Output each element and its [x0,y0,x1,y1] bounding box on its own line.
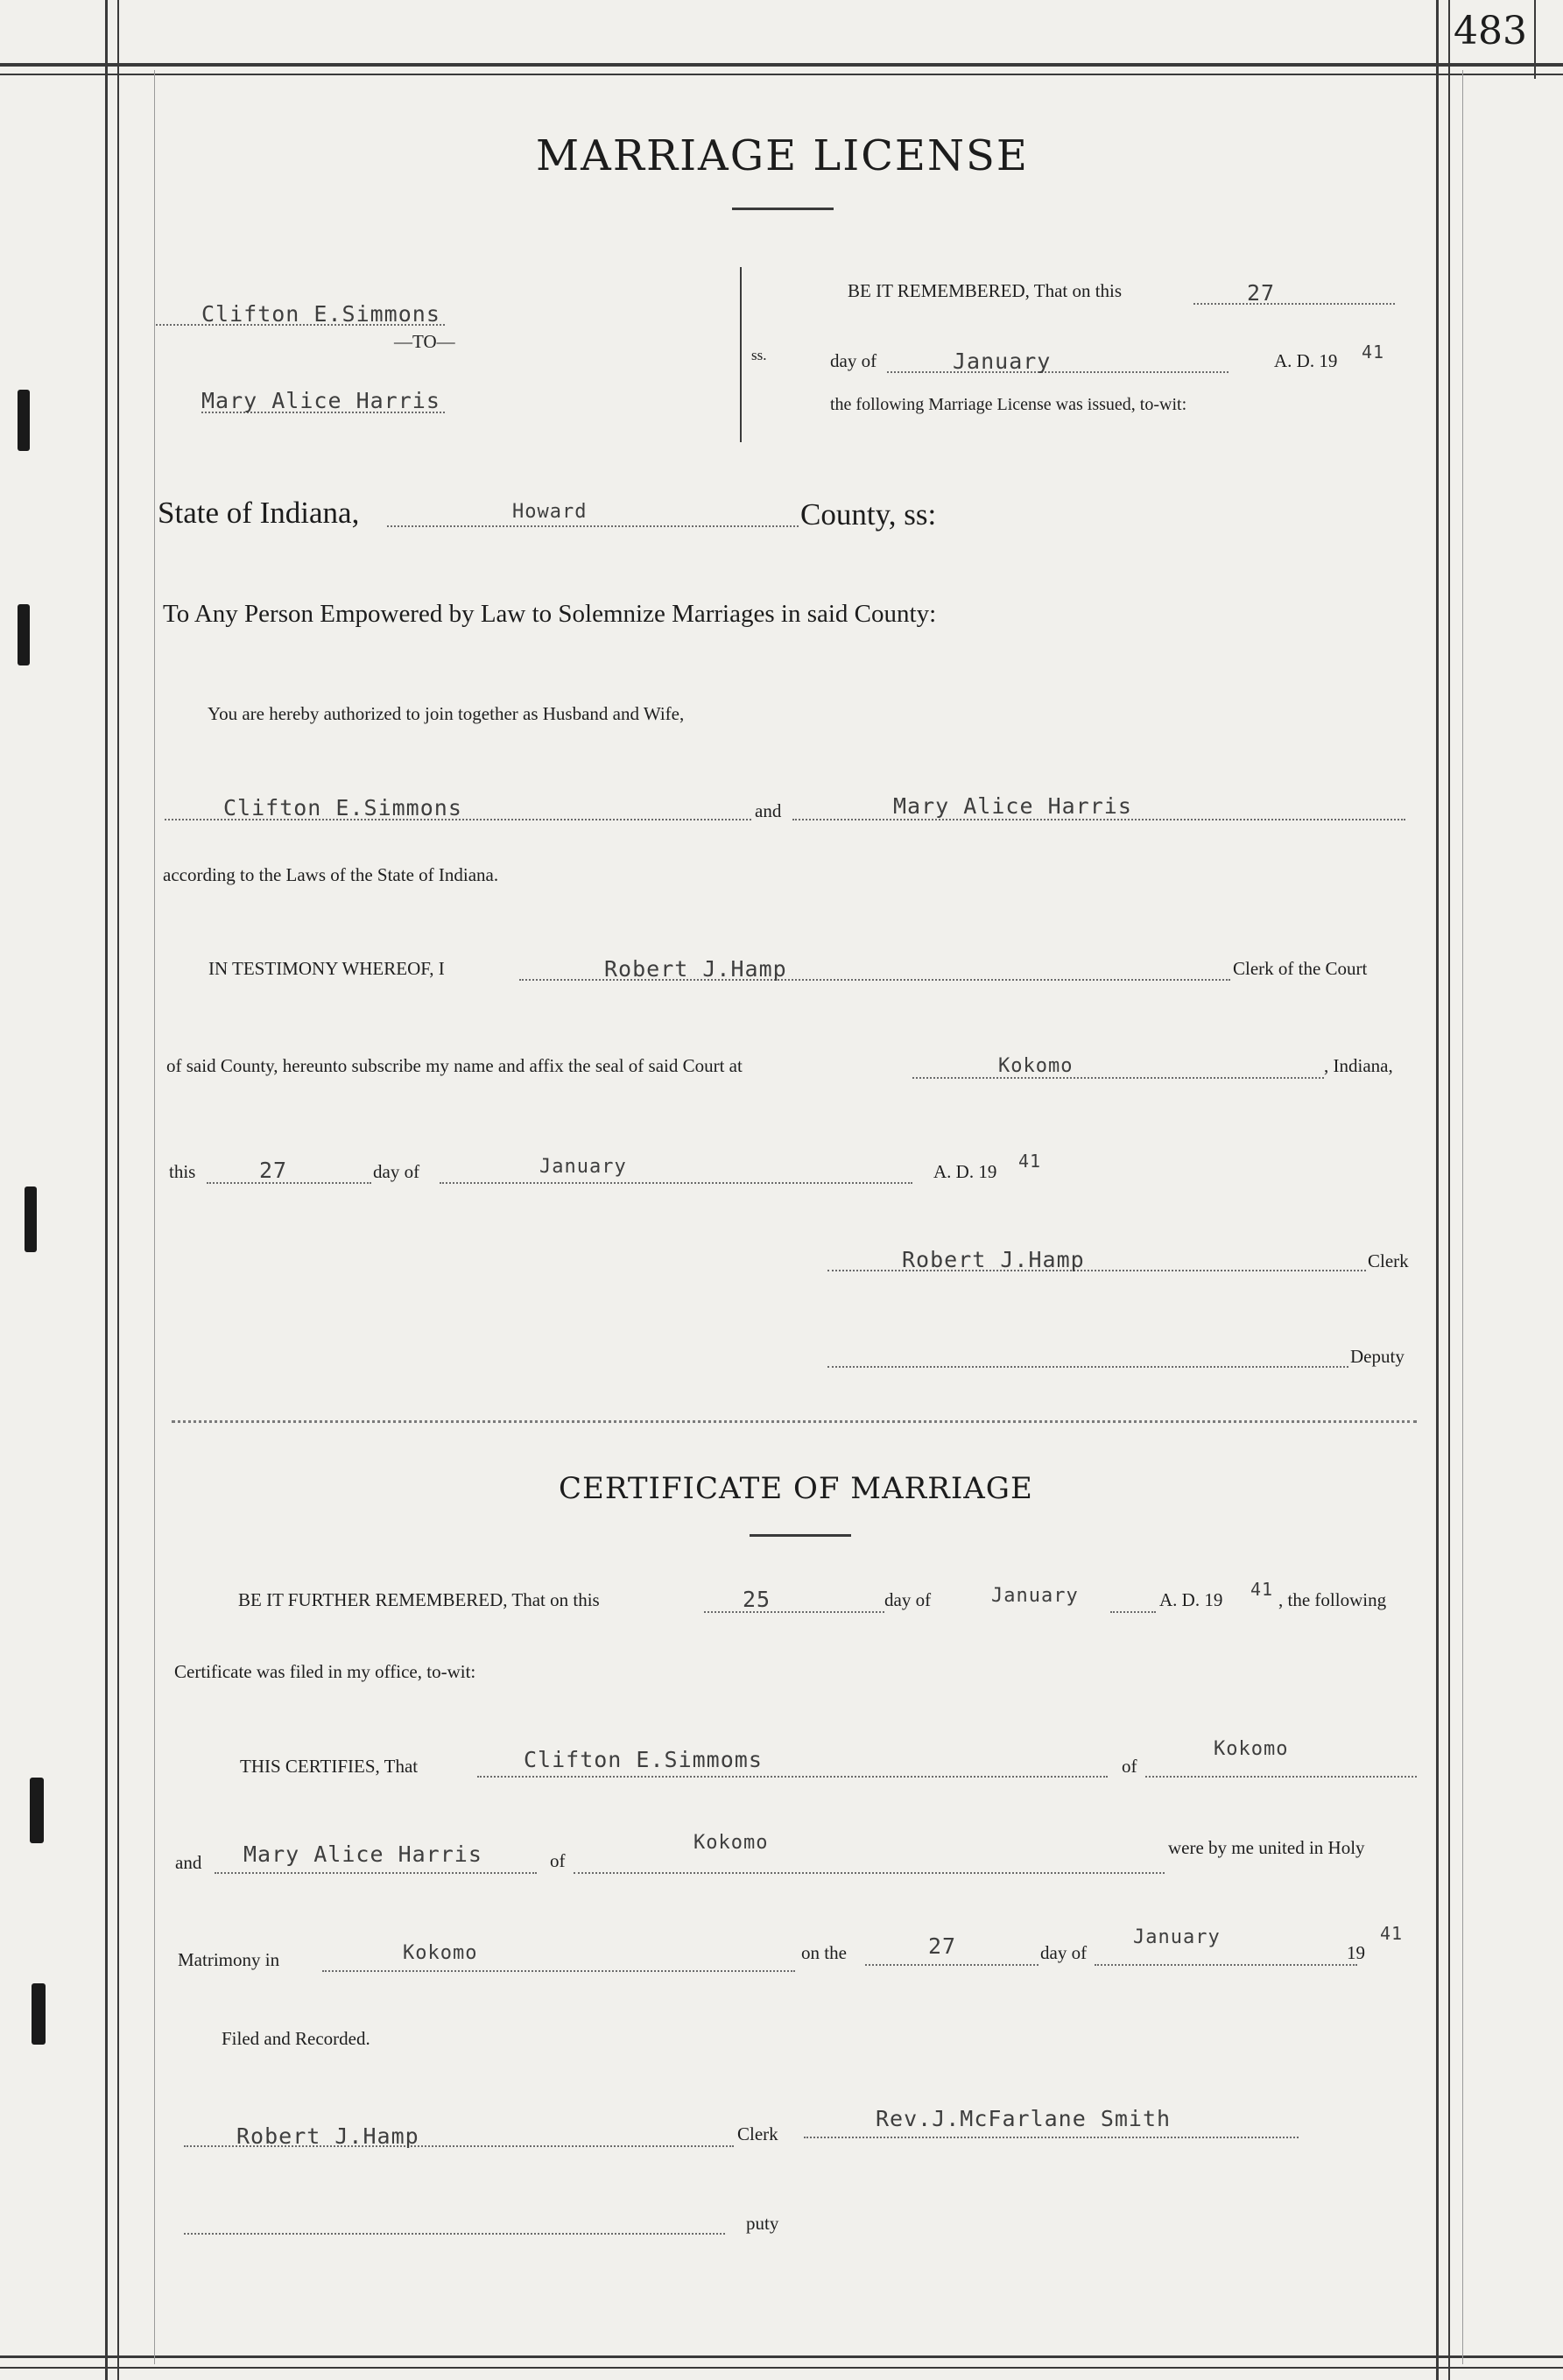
cert-ad: A. D. 19 [1159,1589,1223,1610]
binding-mark [30,1778,44,1843]
binding-mark [32,1983,46,2045]
license-to: —TO— [394,331,455,352]
cert-bride-city: Kokomo [693,1832,769,1854]
cert-and-label: and [175,1852,202,1873]
license-year-2: 41 [1018,1151,1042,1172]
top-border-line-2 [0,74,1563,75]
title-underline [732,208,834,210]
this-certifies: THIS CERTIFIES, That [240,1756,419,1777]
officiant-signature: Rev.J.McFarlane Smith [876,2106,1172,2131]
cert-place: Kokomo [403,1942,478,1964]
cert-deputy-label: puty [746,2213,779,2234]
license-month: January [953,349,1052,374]
cert-m-day-of: day of [1040,1942,1088,1963]
bottom-border-line [0,2355,1563,2358]
page-number: 483 [1454,9,1527,53]
license-husband: Clifton E.Simmons [223,795,462,820]
right-margin-line [1436,0,1439,2380]
cert-month: January [991,1585,1079,1607]
license-city: Kokomo [998,1055,1074,1077]
cert-filed-text: Certificate was filed in my office, to-wit: [174,1661,476,1682]
deputy-label: Deputy [1350,1346,1405,1367]
cert-of-label: of [1122,1756,1137,1777]
clerk-name: Robert J.Hamp [604,956,787,982]
license-groom: Clifton E.Simmons [201,301,440,327]
bracket-line [740,267,742,442]
license-year: 41 [1362,342,1385,363]
united-text: were by me united in Holy [1168,1837,1365,1858]
cert-m-day: 27 [928,1933,957,1959]
further-remembered: BE IT FURTHER REMEMBERED, That on this [238,1589,600,1610]
top-border-line [0,63,1563,67]
cert-m-year: 41 [1380,1923,1404,1944]
state-label: State of Indiana, [158,496,360,530]
this-label: this [169,1161,196,1182]
cert-bride: Mary Alice Harris [243,1841,482,1867]
cert-m-month: January [1133,1926,1221,1948]
certificate-title: CERTIFICATE OF MARRIAGE [559,1471,1033,1506]
to-any-person: To Any Person Empowered by Law to Solemnize Marriages in said County: [163,600,937,628]
right-margin-line-3 [1462,70,1463,2364]
left-margin-line [105,0,108,2380]
ss-label: ss. [751,347,767,363]
filed-recorded: Filed and Recorded. [222,2028,370,2049]
right-margin-line-2 [1448,0,1450,2380]
binding-mark [18,390,30,451]
indiana-label: , Indiana, [1324,1055,1393,1076]
license-bride: Mary Alice Harris [201,388,440,413]
cert-groom: Clifton E.Simmoms [524,1747,763,1772]
license-title: MARRIAGE LICENSE [536,131,1029,180]
license-month-2: January [539,1156,627,1178]
cert-clerk-label: Clerk [737,2123,778,2144]
clerk-signature: Robert J.Hamp [902,1247,1085,1272]
ad-label: A. D. 19 [1274,350,1338,371]
matrimony-label: Matrimony in [178,1949,280,1970]
testimony-text: IN TESTIMONY WHEREOF, I [208,958,445,979]
cert-m-19: 19 [1347,1942,1365,1963]
binding-mark [25,1186,37,1252]
cert-title-underline [750,1534,851,1537]
according-text: according to the Laws of the State of Indiana. [163,864,499,885]
county-label: County, ss: [800,497,937,532]
license-wife: Mary Alice Harris [893,793,1132,819]
day-of-label: day of [830,350,877,371]
section-divider [172,1420,1417,1423]
clerk-label: Clerk [1368,1250,1409,1271]
cert-day: 25 [743,1587,771,1612]
cert-of-label-2: of [550,1850,566,1871]
bottom-border-line-2 [0,2367,1563,2369]
and-label: and [755,800,782,821]
be-it-remembered: BE IT REMEMBERED, That on this [848,280,1123,301]
left-margin-line-2 [117,0,119,2380]
subscribe-text: of said County, hereunto subscribe my name and affix the seal of said Court at [166,1055,743,1076]
cert-clerk-signature: Robert J.Hamp [236,2123,419,2149]
ad-label-2: A. D. 19 [933,1161,997,1182]
binding-mark [18,604,30,665]
page-number-box-line [1534,0,1536,79]
authorized-text: You are hereby authorized to join together as Husband and Wife, [208,703,685,724]
following-text: the following Marriage License was issued, to-wit: [830,395,1187,414]
cert-year: 41 [1250,1579,1274,1600]
day-of-label-2: day of [373,1161,420,1182]
cert-following: , the following [1278,1589,1387,1610]
license-day: 27 [1247,280,1276,306]
cert-groom-city: Kokomo [1214,1738,1289,1760]
clerk-of-court: Clerk of the Court [1233,958,1368,979]
county-name: Howard [512,501,588,523]
left-margin-line-3 [154,70,155,2364]
cert-day-of: day of [884,1589,932,1610]
on-the-label: on the [801,1942,847,1963]
license-this-day: 27 [259,1158,288,1183]
